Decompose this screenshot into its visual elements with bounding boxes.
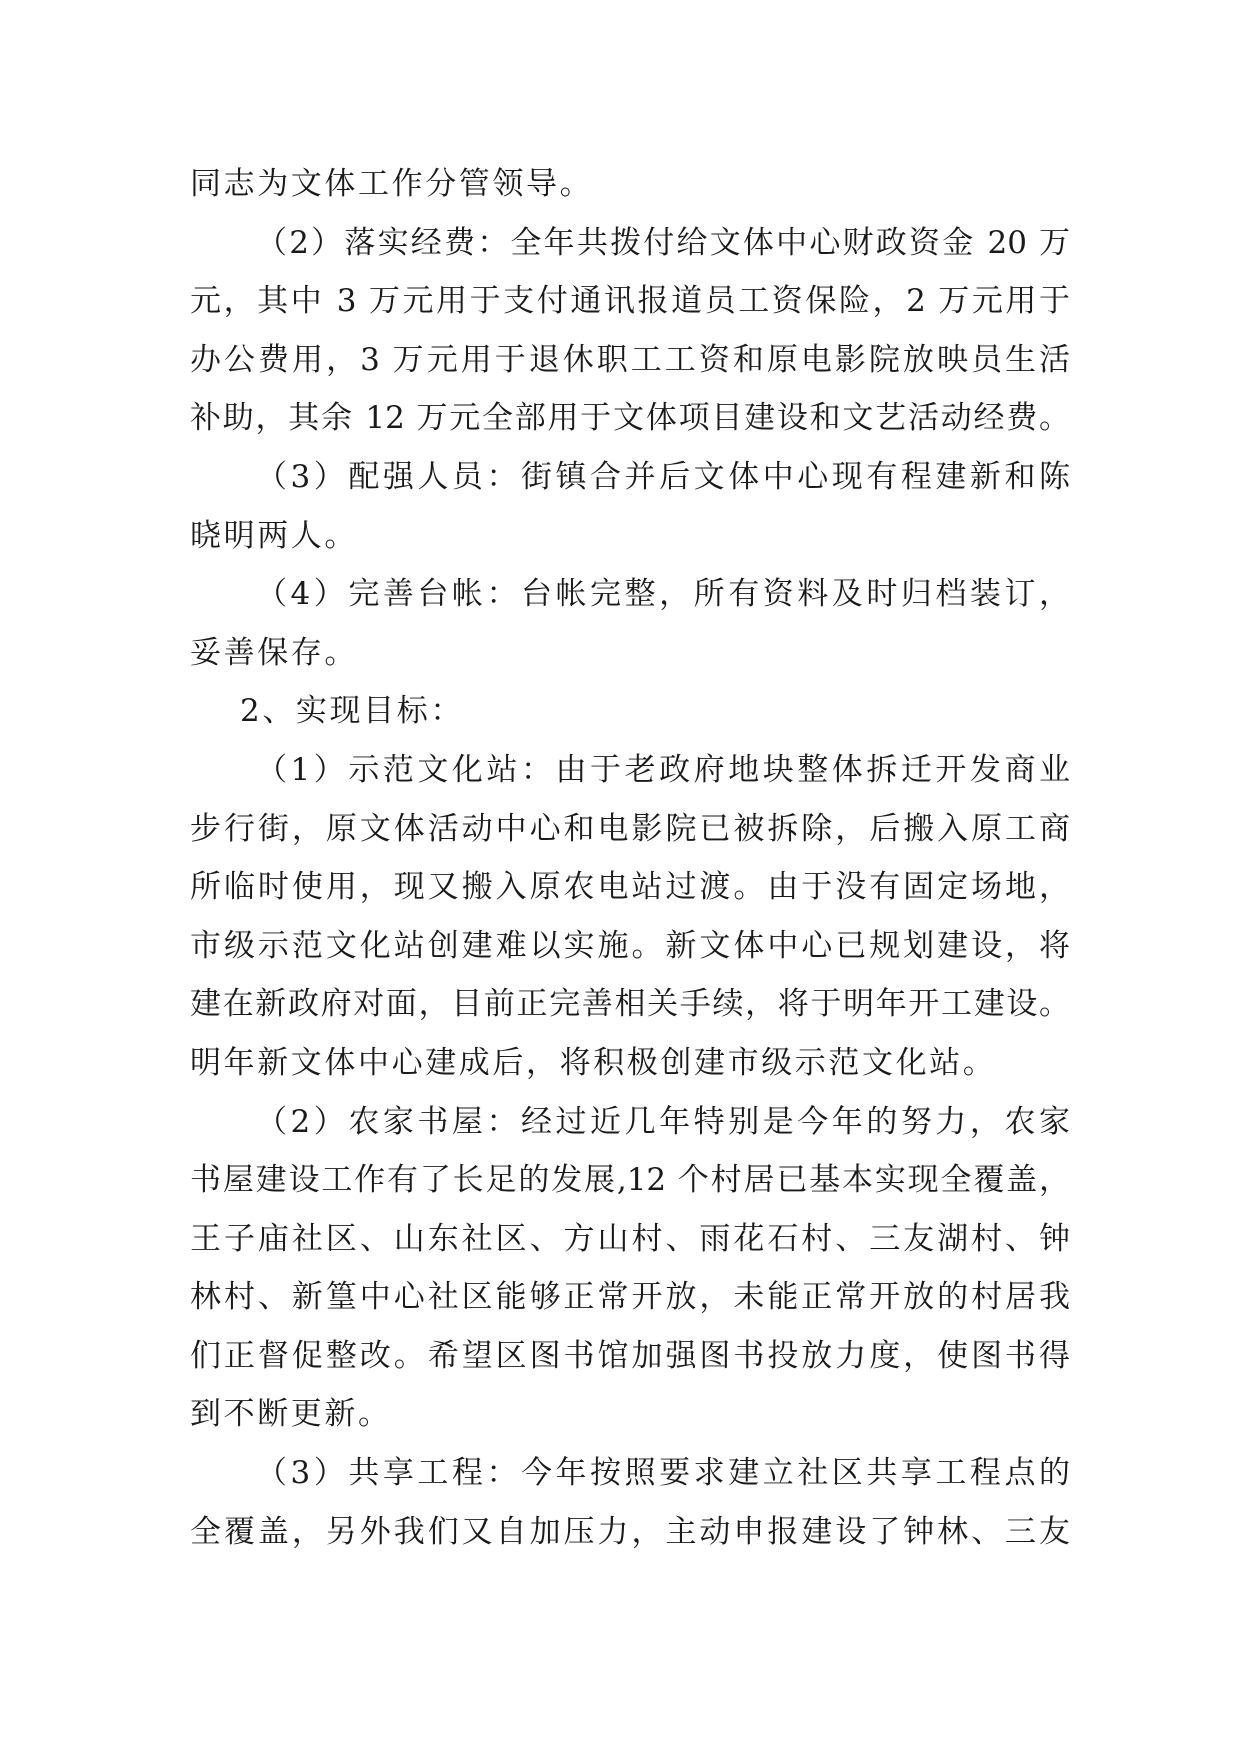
text-line: 建在新政府对面，目前正完善相关手续，将于明年开工建设。 [190,986,1070,1023]
document-body [190,155,1070,1561]
section-heading: 2、实现目标： [240,693,464,730]
paragraph-first-line: （2）农家书屋：经过近几年特别是今年的努力，农家 [256,1103,1070,1140]
text-line: 全覆盖，另外我们又自加压力，主动申报建设了钟林、三友 [190,1513,1070,1550]
text-line: 妥善保存。 [190,634,358,671]
text-line: 到不断更新。 [190,1396,392,1433]
text-line: 步行街，原文体活动中心和电影院已被拆除，后搬入原工商 [190,810,1070,847]
paragraph-first-line: （4）完善台帐：台帐完整，所有资料及时归档装订， [256,576,1070,613]
text-line: 王子庙社区、山东社区、方山村、雨花石村、三友湖村、钟 [190,1220,1070,1257]
text-line: 所临时使用，现又搬入原农电站过渡。由于没有固定场地， [190,869,1070,906]
text-line: 元，其中 3 万元用于支付通讯报道员工资保险，2 万元用于 [190,283,1070,320]
paragraph-first-line: （1）示范文化站：由于老政府地块整体拆迁开发商业 [256,751,1070,788]
text-line: 补助，其余 12 万元全部用于文体项目建设和文艺活动经费。 [190,400,1070,437]
text-line: 晓明两人。 [190,517,358,554]
text-line: 们正督促整改。希望区图书馆加强图书投放力度，使图书得 [190,1337,1070,1374]
text-line: 市级示范文化站创建难以实施。新文体中心已规划建设，将 [190,927,1070,964]
paragraph-first-line: （3）配强人员：街镇合并后文体中心现有程建新和陈 [256,458,1070,495]
text-line: 林村、新篁中心社区能够正常开放，未能正常开放的村居我 [190,1279,1070,1316]
paragraph-first-line: （2）落实经费：全年共拨付给文体中心财政资金 20 万 [256,224,1070,261]
text-line: 同志为文体工作分管领导。 [190,166,594,202]
paragraph-first-line: （3）共享工程：今年按照要求建立社区共享工程点的 [256,1455,1070,1492]
text-line: 书屋建设工作有了长足的发展,12 个村居已基本实现全覆盖， [190,1162,1070,1199]
text-line: 明年新文体中心建成后，将积极创建市级示范文化站。 [190,1044,997,1081]
text-line: 办公费用，3 万元用于退休职工工资和原电影院放映员生活 [190,341,1070,378]
